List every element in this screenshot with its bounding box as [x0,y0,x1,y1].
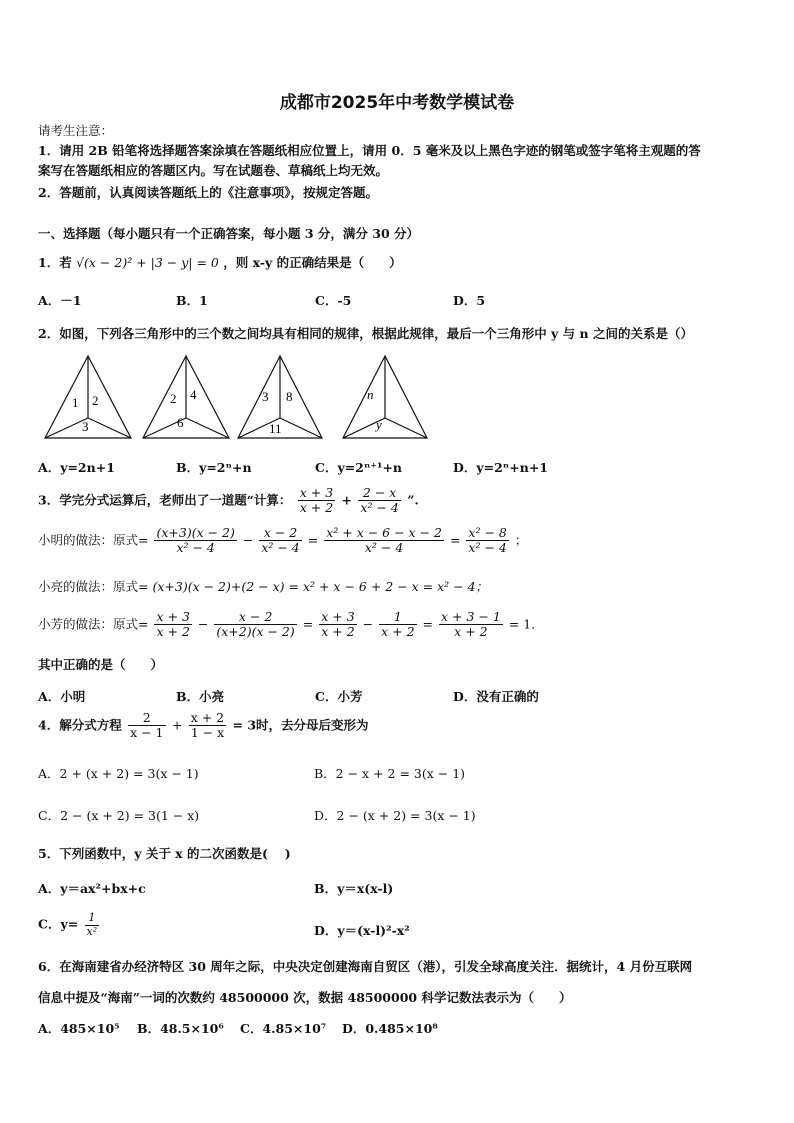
triangle-2-bottom: 6 [177,415,184,430]
q3-ming-label: 小明的做法：原式= [38,532,149,548]
q3-fang-minus-2: − [362,616,374,632]
q5-option-a: A．y＝ax²+bx+c [38,881,146,896]
q5-option-c-fraction [85,912,100,938]
q6-option-a: A．485×10⁵ [38,1021,120,1036]
q2-option-b: B．y=2ⁿ+n [176,460,252,475]
q4-f1-den: x − 1 [130,725,164,741]
q3-liang-label: 小亮的做法：原式= [38,579,149,594]
q3-fang-f4-den: x + 2 [381,624,415,640]
q3-stem-f1-den: x + 2 [299,500,334,516]
q4-f2-num: x + 2 [190,710,225,725]
q5-option-c-den: x² [86,924,98,938]
question-6-line-1: 6．在海南建省办经济特区 30 周年之际，中央决定创建海南自贸区（港），引发全球高度关注．据统计，4 月份互联网 [38,959,693,974]
q1-suffix: ，则 x-y 的正确结果是（ ） [223,255,402,270]
q3-ming-fraction-4 [466,526,508,556]
q4-prefix: 4．解分式方程 [38,717,122,733]
q6-option-d: D．0.485×10⁸ [342,1021,438,1036]
q3-fang-f4-num: 1 [379,610,416,625]
q1-option-a: A．－1 [38,293,82,308]
q6-option-b: B．48.5×10⁶ [137,1021,224,1036]
notice-item-1-line-1: 1．请用 2B 铅笔将选择题答案涂填在答题纸相应位置上，请用 0．5 毫米及以上黑色字迹的钢笔或签字笔将主观题的答 [38,143,701,158]
q3-ming-equals-2: = [449,532,461,548]
triangle-4 [343,356,427,438]
q3-stem-suffix: ”. [407,492,419,508]
q3-ming-fraction-3 [324,526,444,556]
q4-plus: + [171,717,183,733]
q3-fang-fraction-5 [439,610,503,640]
q3-ming-end: ； [514,532,528,548]
question-3-stem [38,486,419,516]
q3-fang-f1-den: x + 2 [156,624,190,640]
notice-heading: 请考生注意： [38,123,114,138]
q3-ming-f4-num: x² − 8 [468,525,507,540]
q3-liang-expression: (x+3)(x − 2)+(2 − x) = x² + x − 6 + 2 − x = x² − 4； [152,579,489,594]
q1-option-d: D．5 [453,293,486,308]
q3-fang-fraction-3 [319,610,356,640]
triangle-2 [143,356,229,438]
triangle-2-right: 4 [190,387,197,402]
q3-ming-f3-num: x² + x − 6 − x − 2 [326,525,442,540]
q4-option-a: A．2 + (x + 2) = 3(x − 1) [38,766,199,781]
q3-ming-fraction-1 [154,526,236,556]
q3-fang-equals-1: = [302,616,314,632]
triangle-4-left: n [367,387,374,402]
q3-stem-prefix: 3．学完分式运算后，老师出了一道题“计算： [38,492,292,508]
q4-suffix: = 3时，去分母后变形为 [232,717,369,733]
q3-fang-minus-1: − [197,616,209,632]
q4-fraction-1 [128,711,165,741]
q3-fang-f1-num: x + 3 [156,609,190,624]
q3-liang-method [38,577,488,595]
q3-option-d: D．没有正确的 [453,689,539,704]
q3-option-b: B．小亮 [176,689,225,704]
triangle-3-bottom: 11 [269,421,282,436]
q3-fang-f2-den: (x+2)(x − 2) [216,624,295,640]
q3-fang-f5-num: x + 3 − 1 [441,609,501,624]
q3-fang-fraction-4 [379,610,416,640]
q5-option-c-num: 1 [85,912,100,926]
question-5-stem: 5．下列函数中，y 关于 x 的二次函数是( ) [38,846,291,861]
q3-stem-f1-num: x + 3 [299,485,334,500]
page-title: 成都市2025年中考数学模试卷 [279,93,515,113]
q5-option-c-label: C．y= [38,916,79,932]
q5-option-d: D．y＝(x-l)²-x² [314,923,410,938]
q3-stem-f2-den: x² − 4 [360,500,399,516]
triangle-3-right: 8 [286,389,293,404]
q6-option-c: C．4.85×10⁷ [240,1021,327,1036]
q4-option-d: D．2 − (x + 2) = 3(x − 1) [314,808,476,823]
q1-option-b: B．1 [176,293,208,308]
q3-ming-equals-1: = [307,532,319,548]
q3-ming-minus: − [242,532,254,548]
q2-option-c: C．y=2ⁿ⁺¹+n [315,460,403,475]
notice-item-1-line-2: 案写在答题纸相应的答题区内。写在试题卷、草稿纸上均无效。 [38,163,389,178]
triangle-3-left: 3 [262,389,269,404]
question-2-stem: 2．如图，下列各三角形中的三个数之间均具有相同的规律，根据此规律，最后一个三角形中 y 与 n 之间的关系是（） [38,326,693,341]
q3-ming-f2-num: x − 2 [259,526,301,541]
q3-stem-fraction-2 [358,486,400,516]
q3-ming-f2-den: x² − 4 [261,540,300,556]
q5-option-b: B．y＝x(x-l) [314,881,394,896]
q4-option-b: B．2 − x + 2 = 3(x − 1) [314,766,466,781]
q3-fang-end: = 1． [508,616,544,632]
q3-fang-f3-num: x + 3 [321,609,355,624]
q1-option-c: C．-5 [315,293,352,308]
q3-ming-f1-den: x² − 4 [176,540,215,556]
question-4-stem [38,711,369,741]
q5-option-c [38,912,101,938]
q3-fang-fraction-2 [214,610,296,640]
q3-option-a: A．小明 [38,689,86,704]
question-1-stem [38,253,402,271]
triangle-1-left: 1 [72,395,79,410]
q3-fang-equals-2: = [422,616,434,632]
q3-ming-method [38,526,527,556]
q4-fraction-2 [189,711,226,741]
triangles-figure [40,352,440,444]
q3-ming-f3-den: x² − 4 [364,540,404,556]
question-6-line-2: 信息中提及“海南”一词的次数约 48500000 次，数据 48500000 科学记数法表示为（ ） [38,990,572,1005]
q4-option-c: C．2 − (x + 2) = 3(1 − x) [38,808,200,823]
q4-f2-den: 1 − x [190,725,225,741]
q3-ming-f1-num: (x+3)(x − 2) [156,525,235,540]
q3-fang-method [38,610,544,640]
q3-fang-label: 小芳的做法：原式= [38,616,149,632]
q3-stem-f2-num: 2 − x [358,486,400,501]
q4-f1-num: 2 [128,711,165,726]
q3-fang-f3-den: x + 2 [321,624,355,640]
q3-ming-fraction-2 [259,526,301,556]
section-heading: 一、选择题（每小题只有一个正确答案，每小题 3 分，满分 30 分） [38,226,420,241]
q1-expression: √(x − 2)² + |3 − y| = 0 [76,255,219,270]
triangle-4-bottom: y [376,417,382,432]
q2-option-d: D．y=2ⁿ+n+1 [453,460,548,475]
triangle-1-right: 2 [92,393,99,408]
q2-option-a: A．y=2n+1 [38,460,115,475]
triangle-1-bottom: 3 [82,419,89,434]
q3-question: 其中正确的是（ ） [38,657,164,672]
triangle-2-left: 2 [170,391,177,406]
q3-stem-plus: + [341,492,353,508]
q3-option-c: C．小芳 [315,689,363,704]
q1-prefix: 1．若 [38,255,72,270]
q3-fang-f5-den: x + 2 [454,624,488,640]
notice-item-2: 2．答题前，认真阅读答题纸上的《注意事项》，按规定答题。 [38,185,378,200]
q3-stem-fraction-1 [298,486,335,516]
q3-fang-f2-num: x − 2 [214,610,296,625]
q3-ming-f4-den: x² − 4 [468,540,507,556]
q3-fang-fraction-1 [154,610,191,640]
